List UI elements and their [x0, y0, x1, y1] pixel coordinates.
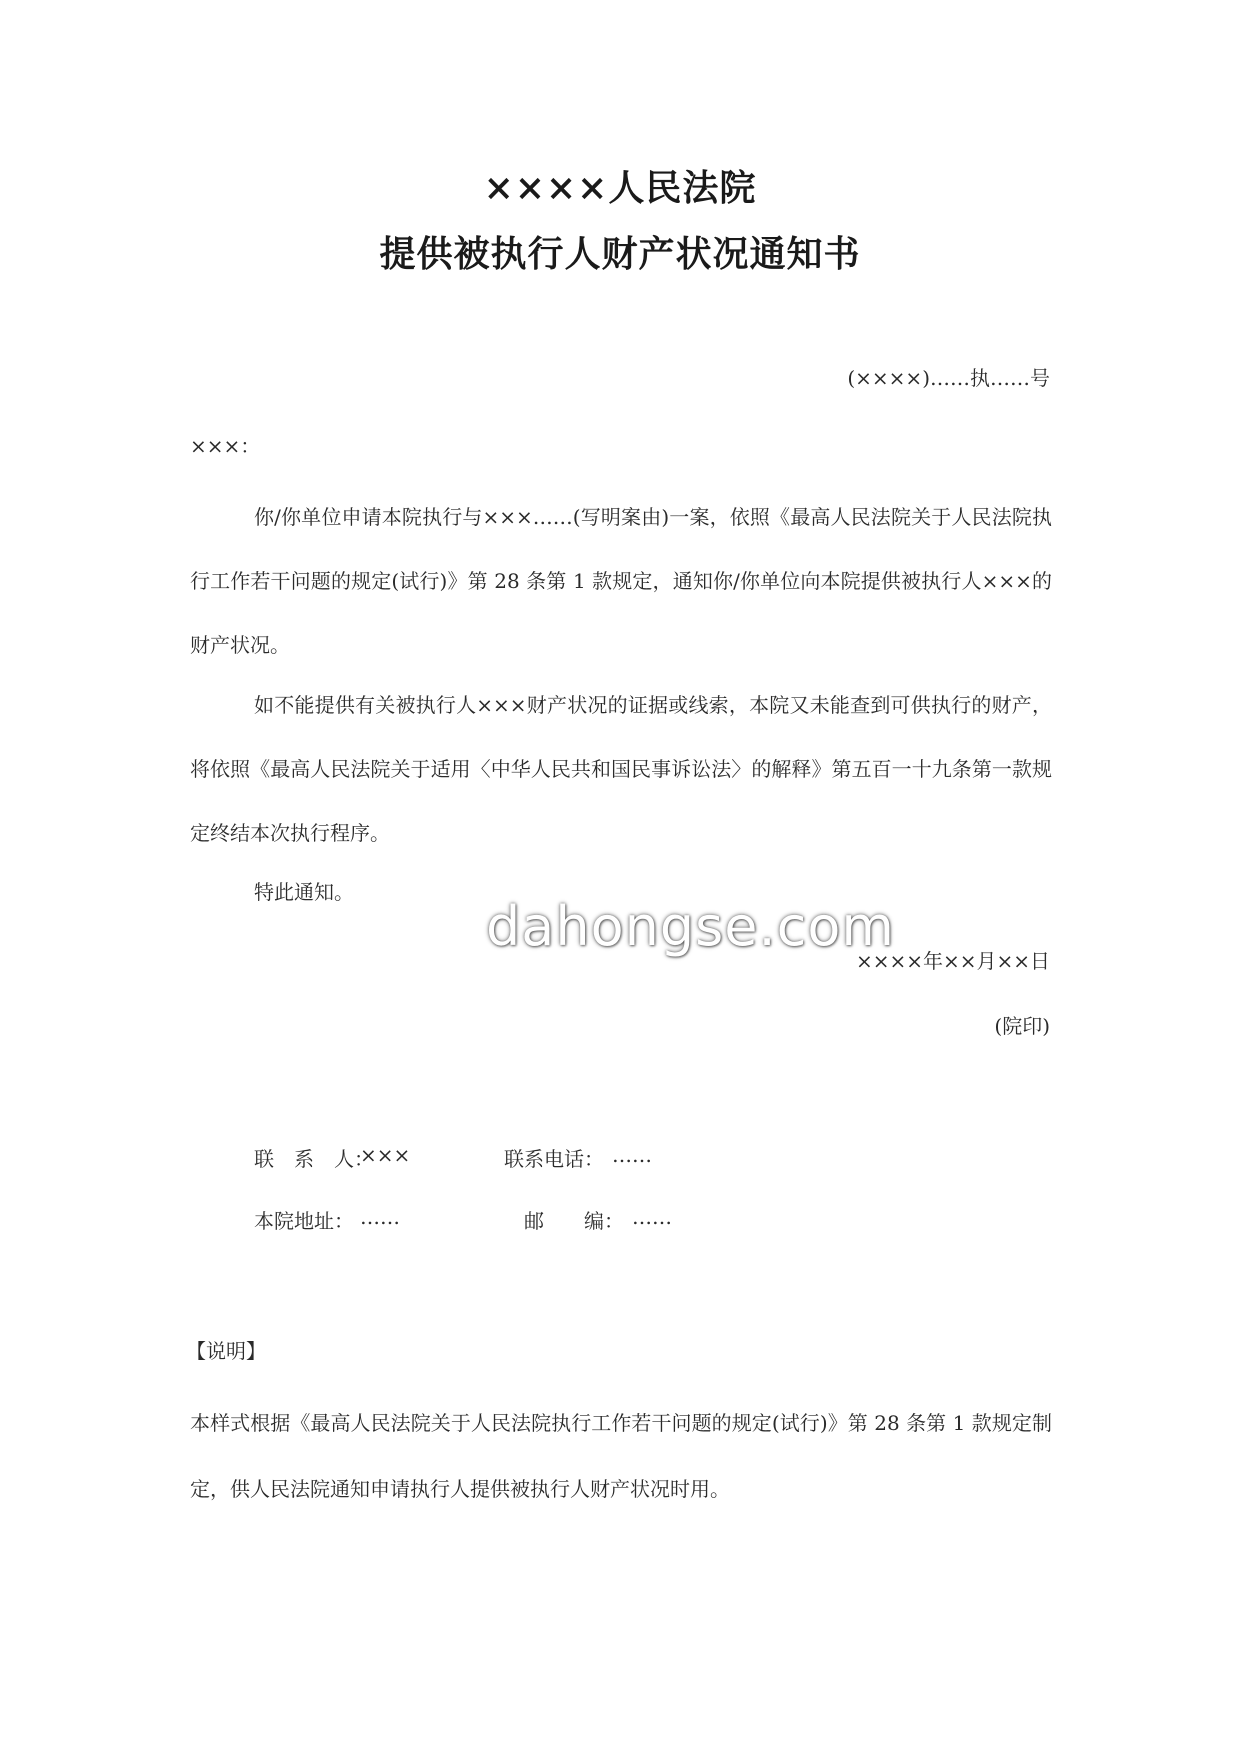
contact-phone-label: 联系电话：	[504, 1147, 604, 1171]
contact-phone-value: ……	[612, 1143, 652, 1167]
note-heading: 【说明】	[186, 1339, 266, 1363]
document-number: (××××)……执……号	[847, 366, 1050, 390]
court-seal-placeholder: (院印)	[994, 1014, 1050, 1038]
body-paragraph-closing: 特此通知。	[254, 880, 354, 904]
contact-person-label: 联 系 人：	[254, 1147, 374, 1171]
issue-date: ××××年××月××日	[855, 949, 1050, 973]
court-address-label: 本院地址：	[254, 1209, 354, 1233]
postcode-value: ……	[632, 1205, 672, 1229]
court-address-value: ……	[360, 1205, 400, 1229]
body-paragraph-2: 如不能提供有关被执行人×××财产状况的证据或线索，本院又未能查到可供执行的财产，将依照《最高人民法院关于适用〈中华人民共和国民事诉讼法〉的解释》第五百一十九条第一款规定终结本次执行程序。	[190, 693, 1052, 845]
note-body: 本样式根据《最高人民法院关于人民法院执行工作若干问题的规定(试行)》第 28 条第 1 款规定制定，供人民法院通知申请执行人提供被执行人财产状况时用。	[190, 1411, 1052, 1501]
postcode-label: 邮 编：	[524, 1209, 624, 1233]
notice-title: 提供被执行人财产状况通知书	[379, 233, 861, 275]
addressee: ×××：	[190, 434, 261, 458]
body-paragraph-1: 你/你单位申请本院执行与×××……(写明案由)一案，依照《最高人民法院关于人民法院执行工作若干问题的规定(试行)》第 28 条第 1 款规定，通知你/你单位向本院提供被执行人×××的财产状况。	[190, 505, 1052, 657]
court-name-title: ××××人民法院	[483, 167, 757, 209]
contact-person-value: ×××	[360, 1143, 411, 1167]
watermark: dahongse.com	[486, 895, 895, 958]
